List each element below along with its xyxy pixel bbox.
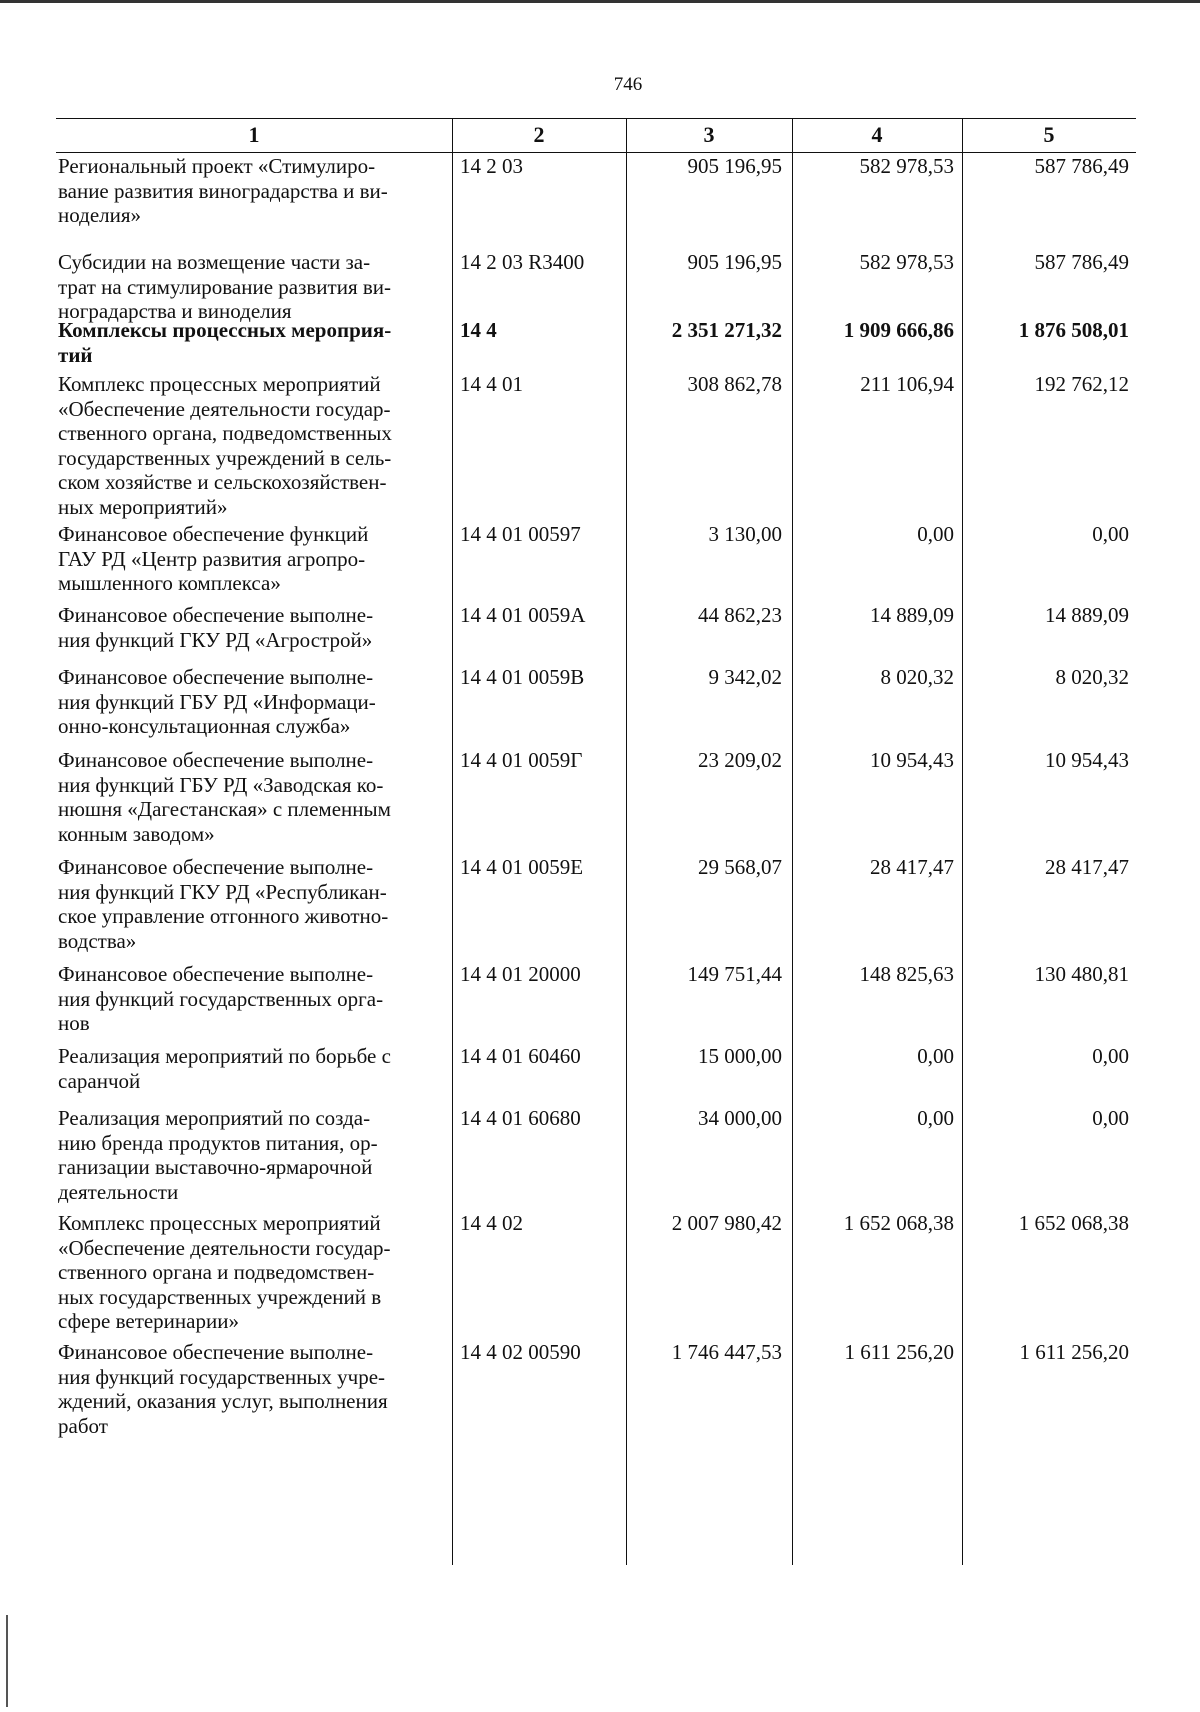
row-value-4: 10 954,43 xyxy=(870,748,954,772)
column-divider xyxy=(792,118,793,1565)
row-value-3: 905 196,95 xyxy=(687,250,782,274)
column-header-4: 4 xyxy=(871,122,883,147)
row-value-4: 148 825,63 xyxy=(859,962,954,986)
row-label: Финансовое обеспечение выполне- ния функций ГБУ РД «Заводская ко- нюшня «Дагестанская» с племенным конным заводом» xyxy=(58,748,391,846)
row-value-5: 0,00 xyxy=(1092,1044,1129,1068)
row-value-4: 14 889,09 xyxy=(870,603,954,627)
column-divider xyxy=(962,118,963,1565)
row-code: 14 4 01 60460 xyxy=(460,1044,581,1068)
row-value-5: 587 786,49 xyxy=(1034,250,1129,274)
row-value-5: 0,00 xyxy=(1092,522,1129,546)
row-value-5: 1 652 068,38 xyxy=(1018,1211,1129,1235)
row-value-5: 14 889,09 xyxy=(1045,603,1129,627)
row-value-4: 0,00 xyxy=(917,1044,954,1068)
row-label: Региональный проект «Стимулиро- вание развития виноградарства и ви- ноделия» xyxy=(58,154,388,227)
row-value-3: 44 862,23 xyxy=(698,603,782,627)
page-number: 746 xyxy=(613,74,643,95)
row-value-3: 1 746 447,53 xyxy=(671,1340,782,1364)
row-value-5: 10 954,43 xyxy=(1045,748,1129,772)
column-header-1: 1 xyxy=(248,122,260,147)
row-label: Финансовое обеспечение выполне- ния функций государственных учре- ждений, оказания услуг, выполнения работ xyxy=(58,1340,388,1438)
row-code: 14 4 01 0059Е xyxy=(460,855,584,879)
row-value-3: 29 568,07 xyxy=(698,855,782,879)
column-header-5: 5 xyxy=(1043,122,1055,147)
row-value-3: 9 342,02 xyxy=(708,665,782,689)
row-code: 14 4 01 00597 xyxy=(460,522,581,546)
row-label: Финансовое обеспечение выполне- ния функций ГБУ РД «Информаци- онно-консультационная служба» xyxy=(58,665,376,738)
row-value-4: 1 611 256,20 xyxy=(844,1340,954,1364)
row-label: Комплекс процессных мероприятий «Обеспечение деятельности государ- ственного органа, подведомственных государственных учреждений в сель- ском хозяйстве и сельскохозяйствен- ных мероприятий» xyxy=(58,372,392,519)
row-value-4: 582 978,53 xyxy=(859,250,954,274)
row-value-3: 15 000,00 xyxy=(698,1044,782,1068)
row-label: Реализация мероприятий по борьбе с саранчой xyxy=(58,1044,391,1093)
row-code: 14 4 01 0059Г xyxy=(460,748,583,772)
row-label: Финансовое обеспечение выполне- ния функций государственных орга- нов xyxy=(58,962,384,1035)
row-value-4: 1 652 068,38 xyxy=(843,1211,954,1235)
row-code: 14 4 01 20000 xyxy=(460,962,581,986)
header-bottom-rule xyxy=(56,152,1136,153)
column-divider xyxy=(452,118,453,1565)
row-label: Финансовое обеспечение выполне- ния функций ГКУ РД «Республикан- ское управление отгонного животно- водства» xyxy=(58,855,389,953)
row-value-4: 211 106,94 xyxy=(860,372,954,396)
row-code: 14 4 01 0059А xyxy=(460,603,586,627)
row-value-3: 34 000,00 xyxy=(698,1106,782,1130)
budget-table xyxy=(56,118,1136,1565)
row-label: Комплекс процессных мероприятий «Обеспечение деятельности государ- ственного органа и подведомствен- ных государственных учреждений в сфере ветеринарии» xyxy=(58,1211,391,1333)
row-value-5: 192 762,12 xyxy=(1034,372,1129,396)
row-code: 14 4 01 xyxy=(460,372,523,396)
row-code: 14 4 02 xyxy=(460,1211,523,1235)
row-value-5: 0,00 xyxy=(1092,1106,1129,1130)
row-label: Финансовое обеспечение выполне- ния функций ГКУ РД «Агрострой» xyxy=(58,603,374,652)
row-value-3: 905 196,95 xyxy=(687,154,782,178)
row-value-4: 582 978,53 xyxy=(859,154,954,178)
row-code: 14 4 01 0059В xyxy=(460,665,585,689)
row-value-5: 130 480,81 xyxy=(1034,962,1129,986)
row-value-3: 2 351 271,32 xyxy=(671,318,782,342)
column-header-3: 3 xyxy=(703,122,715,147)
row-code: 14 4 xyxy=(460,318,497,342)
row-value-5: 1 876 508,01 xyxy=(1018,318,1129,342)
row-label: Реализация мероприятий по созда- нию бренда продуктов питания, ор- ганизации выставочно-ярмарочной деятельности xyxy=(58,1106,378,1204)
row-value-4: 1 909 666,86 xyxy=(843,318,954,342)
row-value-4: 8 020,32 xyxy=(880,665,954,689)
row-code: 14 2 03 xyxy=(460,154,523,178)
row-label: Субсидии на возмещение части за- трат на стимулирование развития ви- ноградарства и виноделия xyxy=(58,250,392,323)
scan-edge-top xyxy=(0,0,1200,3)
row-label: Финансовое обеспечение функций ГАУ РД «Центр развития агропро- мышленного комплекса» xyxy=(58,522,369,595)
row-value-5: 587 786,49 xyxy=(1034,154,1129,178)
row-value-3: 23 209,02 xyxy=(698,748,782,772)
scan-edge-left xyxy=(6,1615,8,1707)
row-label: Комплексы процессных мероприя- тий xyxy=(58,318,392,367)
row-value-5: 28 417,47 xyxy=(1045,855,1129,879)
row-value-3: 3 130,00 xyxy=(708,522,782,546)
row-code: 14 4 02 00590 xyxy=(460,1340,581,1364)
row-value-5: 8 020,32 xyxy=(1055,665,1129,689)
column-header-2: 2 xyxy=(533,122,545,147)
row-value-3: 149 751,44 xyxy=(687,962,782,986)
row-value-4: 0,00 xyxy=(917,1106,954,1130)
row-value-3: 308 862,78 xyxy=(687,372,782,396)
row-value-4: 0,00 xyxy=(917,522,954,546)
row-value-5: 1 611 256,20 xyxy=(1019,1340,1129,1364)
row-value-3: 2 007 980,42 xyxy=(671,1211,782,1235)
row-code: 14 4 01 60680 xyxy=(460,1106,581,1130)
row-value-4: 28 417,47 xyxy=(870,855,954,879)
row-code: 14 2 03 R3400 xyxy=(460,250,585,274)
